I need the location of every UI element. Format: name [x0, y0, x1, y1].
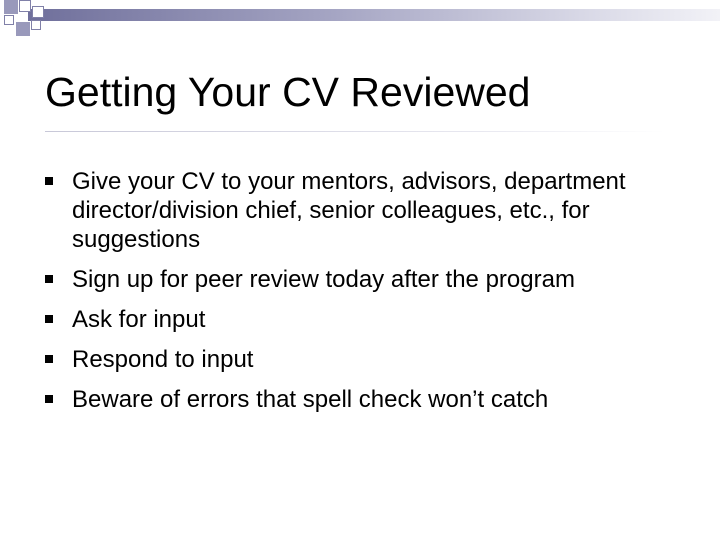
bullet-item: [0, 345, 672, 374]
bullet-text: Beware of errors that spell check won’t catch: [72, 386, 549, 413]
bullet-list: [0, 167, 720, 425]
decorative-square-icon: [4, 15, 14, 25]
bullet-item: [0, 167, 672, 254]
decorative-square-icon: [31, 20, 41, 30]
title-divider: [45, 131, 665, 132]
slide-title: Getting Your CV Reviewed: [45, 69, 531, 115]
bullet-item: [0, 385, 672, 414]
bullet-text: Respond to input: [72, 346, 254, 373]
decorative-square-icon: [4, 0, 18, 14]
square-bullet-icon: [45, 315, 53, 323]
square-bullet-icon: [45, 355, 53, 363]
decorative-header-bar: [28, 9, 720, 21]
square-bullet-icon: [45, 275, 53, 283]
bullet-text: Ask for input: [72, 306, 206, 333]
bullet-item: [0, 265, 672, 294]
bullet-text: Give your CV to your mentors, advisors, department director/division chief, senior colleagues, etc., for suggestions: [72, 168, 626, 253]
square-bullet-icon: [45, 395, 53, 403]
decorative-square-icon: [16, 22, 30, 36]
decorative-square-icon: [32, 6, 44, 18]
bullet-text: Sign up for peer review today after the program: [72, 266, 575, 293]
bullet-item: [0, 305, 672, 334]
decorative-square-icon: [19, 0, 31, 12]
square-bullet-icon: [45, 177, 53, 185]
